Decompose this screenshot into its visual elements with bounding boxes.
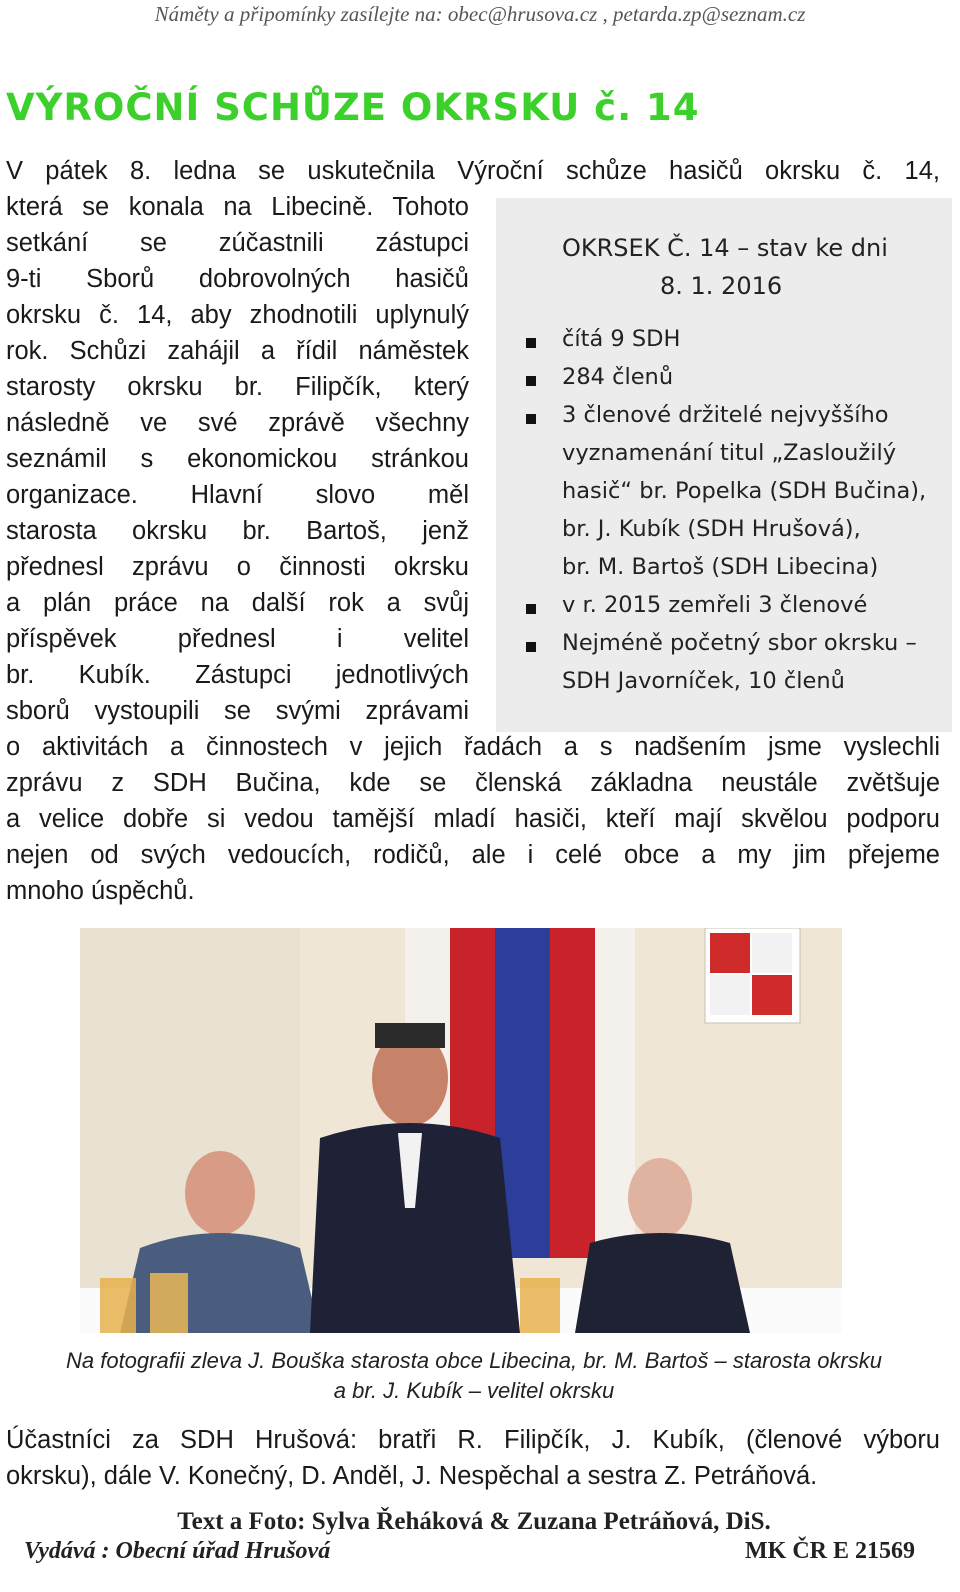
infobox-item-cont: br. M. Bartoš (SDH Libecina) <box>562 554 879 580</box>
participants-line: Účastníci za SDH Hrušová: bratři R. Filipčík, J. Kubík, (členové výboru <box>6 1426 940 1454</box>
infobox-title: OKRSEK Č. 14 – stav ke dni <box>562 234 888 262</box>
infobox-item-cont: hasič“ br. Popelka (SDH Bučina), <box>562 478 927 504</box>
photo-caption <box>0 1346 948 1406</box>
text-line: mnoho úspěchů. <box>6 877 195 905</box>
text-line: br. Kubík. Zástupci jednotlivých <box>6 661 469 689</box>
infobox-item-cont: br. J. Kubík (SDH Hrušová), <box>562 516 861 542</box>
header-note: Náměty a připomínky zasílejte na: obec@hrusova.cz , petarda.zp@seznam.cz <box>154 2 806 26</box>
text-line: starosta okrsku br. Bartoš, jenž <box>6 517 469 545</box>
stats-infobox <box>496 198 952 732</box>
article-title: VÝROČNÍ SCHŮZE OKRSKU č. 14 <box>6 86 700 129</box>
text-line: okrsku č. 14, aby zhodnotili uplynulý <box>6 301 469 329</box>
infobox-item: v r. 2015 zemřeli 3 členové <box>562 592 868 618</box>
text-line: rok. Schůzi zahájil a řídil náměstek <box>6 337 469 365</box>
text-line: seznámil s ekonomickou stránkou <box>6 445 469 473</box>
text-line: zprávu z SDH Bučina, kde se členská základna neustále zvětšuje <box>6 769 940 797</box>
caption-line: Na fotografii zleva J. Bouška starosta obce Libecina, br. M. Bartoš – starosta okrsku <box>65 1348 882 1373</box>
text-line: nejen od svých vedoucích, rodičů, ale i celé obce a my jim přejeme <box>6 841 940 869</box>
text-line: která se konala na Libecině. Tohoto <box>6 193 469 221</box>
text-line: setkání se zúčastnili zástupci <box>6 229 469 257</box>
infobox-date: 8. 1. 2016 <box>660 272 783 300</box>
text-line: organizace. Hlavní slovo měl <box>6 481 469 509</box>
footer-registration: MK ČR E 21569 <box>745 1538 915 1564</box>
infobox-item-cont: vyznamenání titul „Zasloužilý <box>562 440 897 466</box>
bullet-icon <box>526 642 536 652</box>
infobox-item: 284 členů <box>562 364 674 390</box>
text-line: starosty okrsku br. Filipčík, který <box>6 373 469 401</box>
infobox-item: čítá 9 SDH <box>562 326 681 352</box>
bullet-icon <box>526 376 536 386</box>
infobox-item: 3 členové držitelé nejvyššího <box>562 402 889 428</box>
text-line: 9-ti Sborů dobrovolných hasičů <box>6 265 469 293</box>
text-line: následně ve své zprávě všechny <box>6 409 469 437</box>
text-line: a velice dobře si vedou tamější mladí hasiči, kteří mají skvělou podporu <box>6 805 940 833</box>
text-line: a plán práce na další rok a svůj <box>6 589 469 617</box>
infobox-item-cont: SDH Javorníček, 10 členů <box>562 668 845 694</box>
caption-line: a br. J. Kubík – velitel okrsku <box>333 1378 615 1403</box>
text-line: sborů vystoupili se svými zprávami <box>6 697 469 725</box>
meeting-photo <box>80 928 842 1333</box>
text-line: přednesl zprávu o činnosti okrsku <box>6 553 469 581</box>
text-line: příspěvek přednesl i velitel <box>6 625 469 653</box>
bullet-icon <box>526 604 536 614</box>
footer-publisher: Vydává : Obecní úřad Hrušová <box>24 1538 331 1564</box>
bullet-icon <box>526 338 536 348</box>
infobox-item: Nejméně početný sbor okrsku – <box>562 630 917 656</box>
text-line: V pátek 8. ledna se uskutečnila Výroční schůze hasičů okrsku č. 14, <box>6 157 940 185</box>
participants-line: okrsku), dále V. Konečný, D. Anděl, J. Nespěchal a sestra Z. Petráňová. <box>6 1462 818 1490</box>
footer-credit: Text a Foto: Sylva Řeháková & Zuzana Petráňová, DiS. <box>177 1508 771 1535</box>
text-line: o aktivitách a činnostech v jejich řadách a s nadšením jsme vyslechli <box>6 733 940 761</box>
bullet-icon <box>526 414 536 424</box>
